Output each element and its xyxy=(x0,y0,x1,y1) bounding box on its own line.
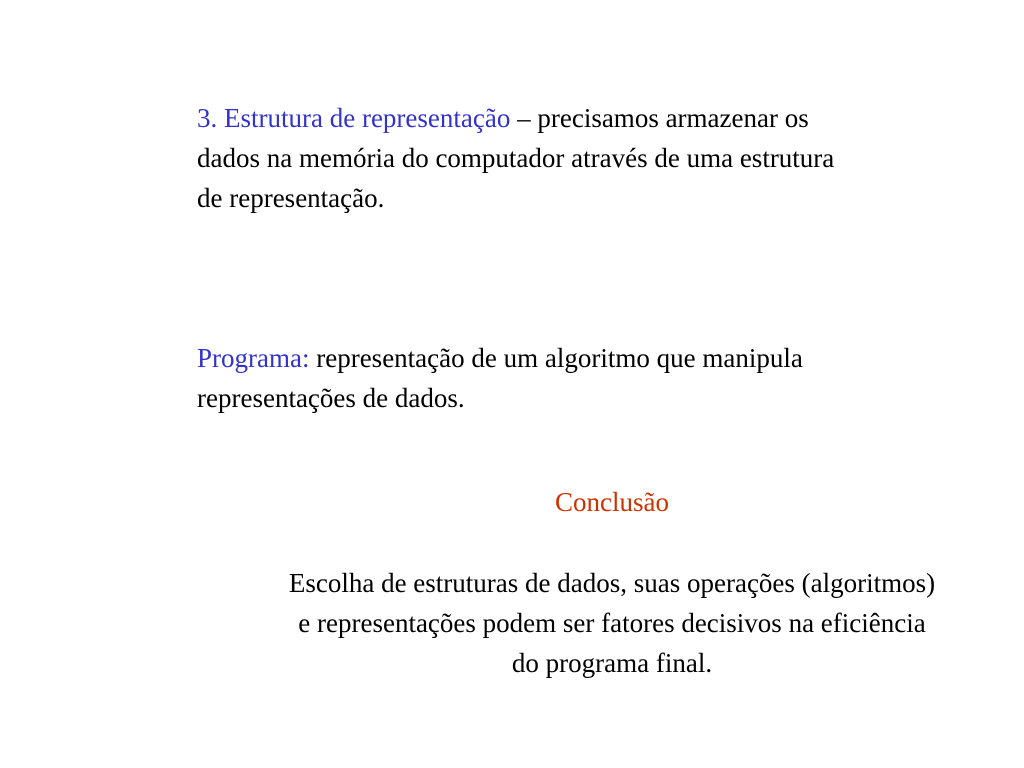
conclusion-heading: Conclusão xyxy=(555,487,669,517)
program-term: Programa: xyxy=(197,343,310,373)
structure-line-1-text: – precisamos armazenar os xyxy=(510,103,809,133)
structure-term: 3. Estrutura de representação xyxy=(197,103,511,133)
structure-line-3: de representação. xyxy=(197,183,385,213)
program-line-1-text: representação de um algoritmo que manipula xyxy=(309,343,803,373)
structure-line-2: dados na memória do computador através de uma estrutura xyxy=(197,143,835,173)
conclusion-line-1: Escolha de estruturas de dados, suas operações (algoritmos) xyxy=(288,568,936,598)
conclusion-line-3: do programa final. xyxy=(511,648,713,678)
program-line-2: representações de dados. xyxy=(197,383,465,413)
conclusion-line-2: e representações podem ser fatores decisivos na eficiência xyxy=(298,608,926,638)
structure-line-1 xyxy=(197,98,1007,138)
conclusion-paragraph xyxy=(197,563,1024,683)
program-line-1 xyxy=(197,338,1007,378)
structure-paragraph xyxy=(197,98,1007,218)
program-paragraph xyxy=(197,338,1007,418)
